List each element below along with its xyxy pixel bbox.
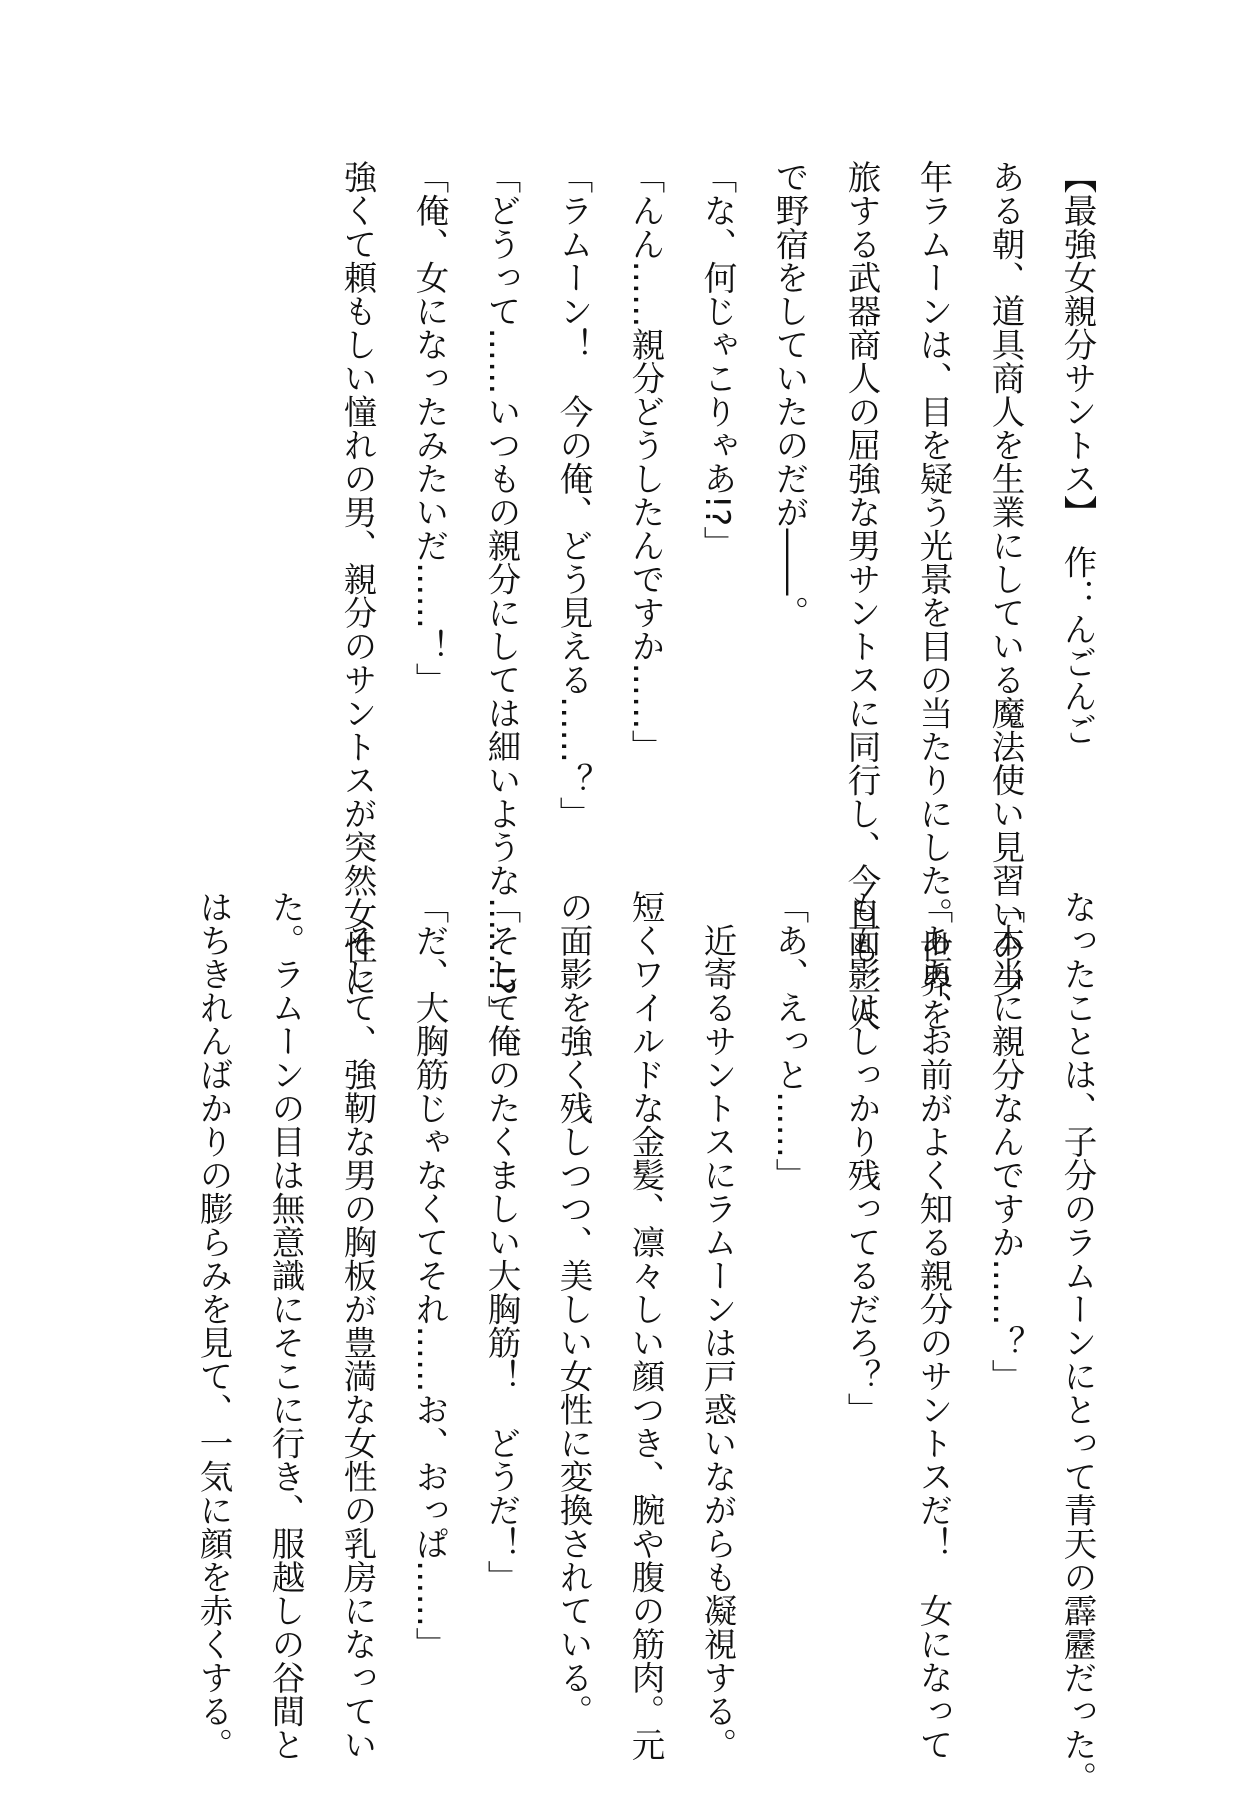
text-line: 「本当に親分なんですか……？」: [986, 890, 1025, 1393]
text-line: も面影はしっかり残ってるだろ？」: [842, 890, 881, 1426]
text-line: なったことは、子分のラムーンにとって青天の霹靂だった。: [1058, 890, 1097, 1795]
text-line: た。ラムーンの目は無意識にそこに行き、服越しの谷間と: [266, 890, 305, 1761]
text-block-upper: [113, 160, 1113, 1031]
text-line: はちきれんばかりの膨らみを見て、一気に顔を赤くする。: [194, 890, 233, 1761]
text-line: 「ラムーン！ 今の俺、どう見える……？」: [554, 160, 593, 830]
text-line: 「な、何じゃこりゃあ!?」: [698, 160, 737, 560]
text-line: 「そして俺のたくましい大胸筋！ どうだ！」: [482, 890, 521, 1594]
text-line: 「んん……親分どうしたんですか……」: [626, 160, 665, 763]
text-line: 「あ、えっと……」: [770, 890, 809, 1192]
text-line: 「俺、女になったみたいだ……！」: [410, 160, 449, 696]
text-line: 「どうって……いつもの親分にしては細いような……!?」: [482, 160, 521, 1029]
text-line: 旅する武器商人の屈強な男サントスに同行し、今日も二人: [842, 160, 881, 1031]
text-line: で野宿をしていたのだが――。: [770, 160, 809, 629]
text-line: 【最強女親分サントス】 作：んごんご: [1058, 160, 1097, 747]
text-line: 短くワイルドな金髪、凛々しい顔つき、腕や腹の筋肉。元: [626, 890, 665, 1761]
text-block-lower: [113, 890, 1113, 1795]
text-line: 「ああ、お前がよく知る親分のサントスだ！ 女になって: [914, 890, 953, 1761]
text-line: ある朝、道具商人を生業にしている魔法使い見習いの少: [986, 160, 1025, 998]
text-line: そして、強靭な男の胸板が豊満な女性の乳房になってい: [338, 890, 377, 1761]
text-line: 「だ、大胸筋じゃなくてそれ……お、おっぱ……」: [410, 890, 449, 1661]
text-line: 年ラムーンは、目を疑う光景を目の当たりにした。世界を: [914, 160, 953, 1031]
text-line: の面影を強く残しつつ、美しい女性に変換されている。: [554, 890, 593, 1728]
text-line: 近寄るサントスにラムーンは戸惑いながらも凝視する。: [698, 890, 737, 1761]
text-line: 強くて頼もしい憧れの男、親分のサントスが突然女性に: [338, 160, 377, 998]
